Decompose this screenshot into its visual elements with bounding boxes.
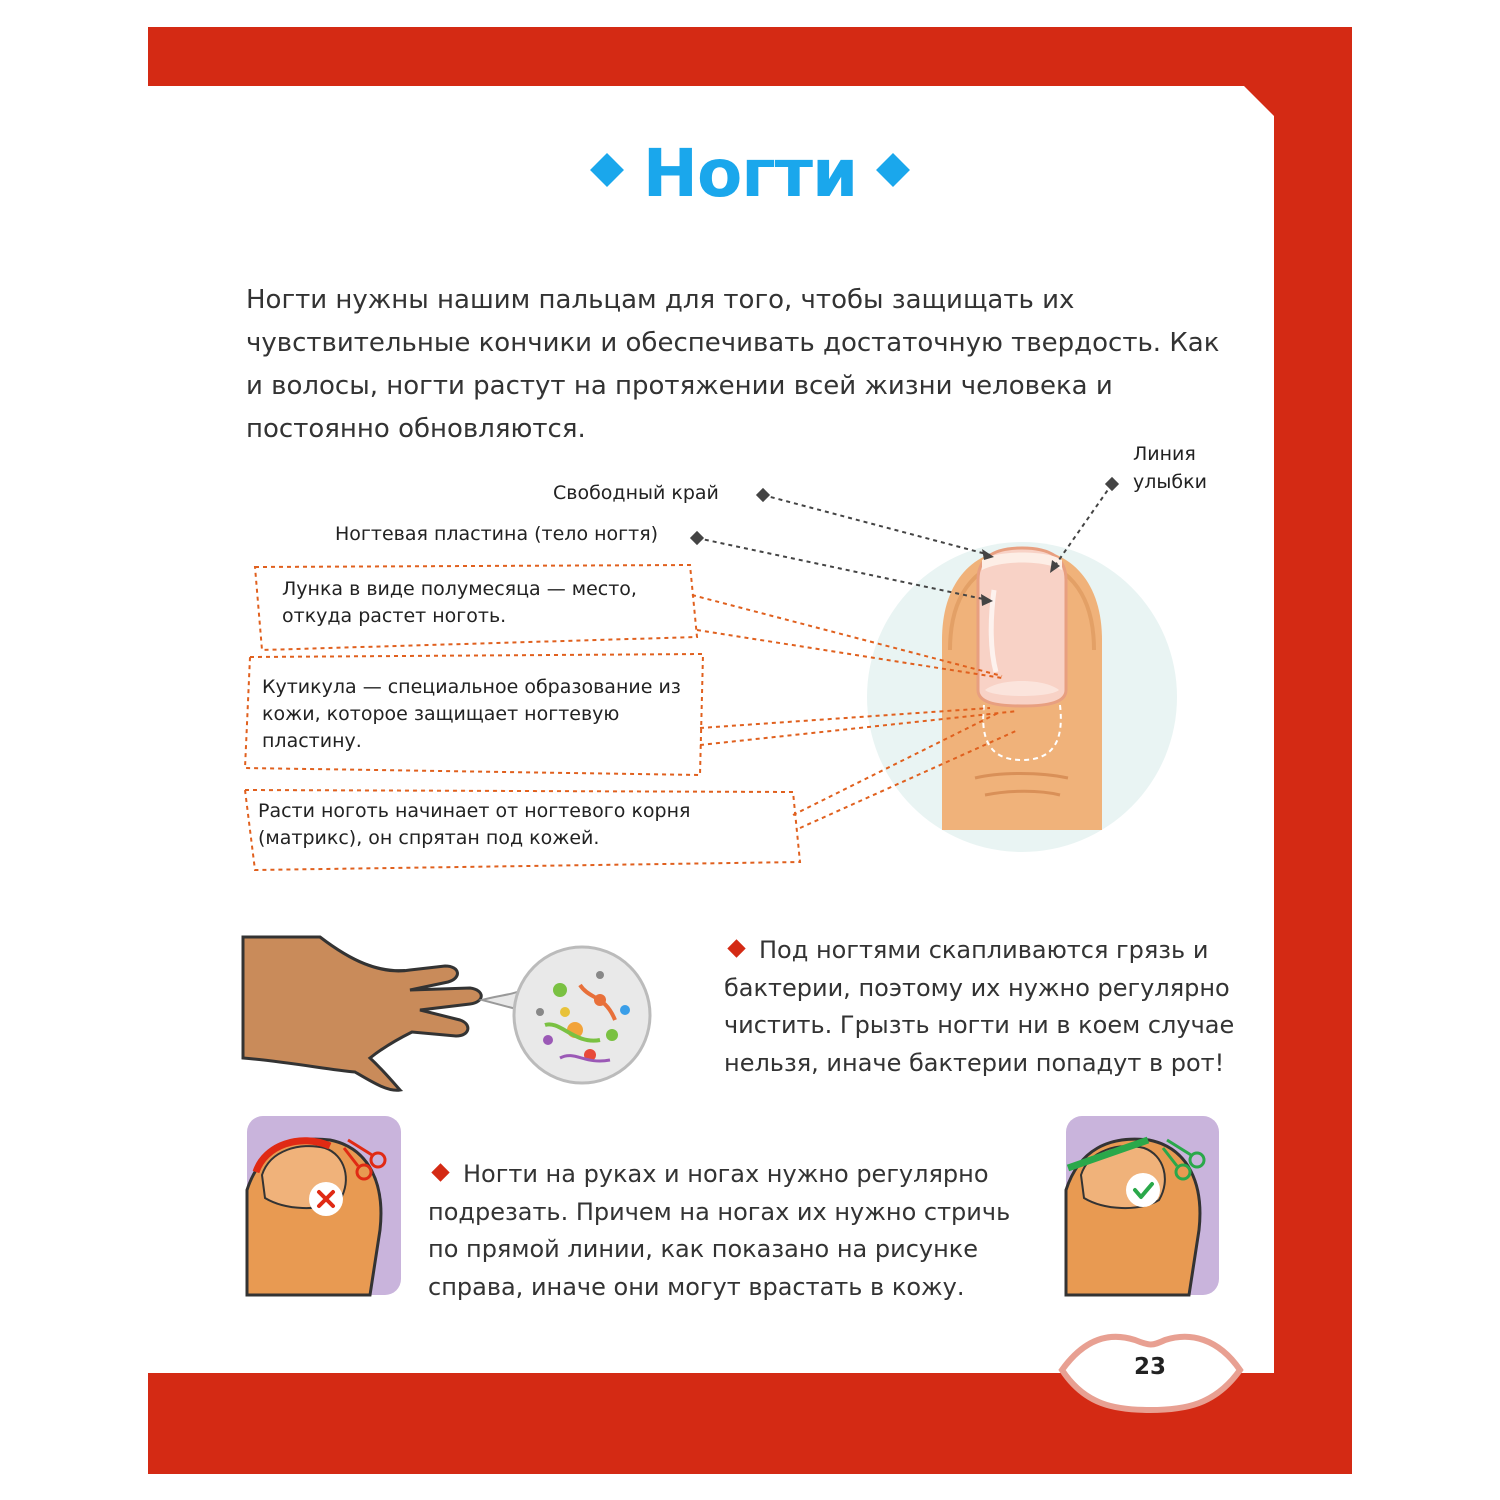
cutting-paragraph xyxy=(428,1156,1048,1306)
label-smile-line-2: улыбки xyxy=(1133,471,1207,493)
dirt-text: Под ногтями скапливаются грязь и бактерии, поэтому их нужно регулярно чистить. Грызть ногти ни в коем случае нельзя, иначе бактерии попадут в рот! xyxy=(724,936,1235,1077)
label-nail-plate: Ногтевая пластина (тело ногтя) xyxy=(335,523,659,545)
wrong-cut-illustration xyxy=(247,1116,401,1295)
pointer-dot-icon xyxy=(1105,477,1119,491)
callout-root: Расти ноготь начинает от ногтевого корня (матрикс), он спрятан под кожей. xyxy=(258,800,691,849)
callout-cuticle: Кутикула — специальное образование из кожи, которое защищает ногтевую пластину. xyxy=(262,676,681,752)
bullet-diamond-icon xyxy=(431,1163,449,1181)
bullet-diamond-icon xyxy=(727,939,745,957)
finger-illustration xyxy=(867,542,1177,852)
label-smile-line-1: Линия xyxy=(1133,443,1196,465)
label-free-edge: Свободный край xyxy=(553,482,719,504)
pointer-dot-icon xyxy=(690,531,704,545)
label-smile-line xyxy=(1133,440,1207,496)
callout-lunula: Лунка в виде полумесяца — место, откуда растет ноготь. xyxy=(282,578,637,627)
hand-illustration xyxy=(243,937,481,1090)
page-title: Ногти xyxy=(642,135,858,212)
intro-paragraph: Ногти нужны нашим пальцам для того, чтобы защищать их чувствительные кончики и обеспечивать достаточную твердость. Как и волосы, ногти растут на протяжении всей жизни человека и постоянно обновляются. xyxy=(246,285,1220,444)
right-cut-illustration xyxy=(1066,1116,1219,1295)
pointer-dot-icon xyxy=(756,488,770,502)
cutting-text: Ногти на руках и ногах нужно регулярно подрезать. Причем на ногах их нужно стричь по прямой линии, как показано на рисунке справа, иначе они могут врастать в кожу. xyxy=(428,1160,1011,1301)
dirt-paragraph xyxy=(724,932,1244,1082)
page-number: 23 xyxy=(1133,1354,1166,1380)
bacteria-magnifier xyxy=(482,947,650,1083)
